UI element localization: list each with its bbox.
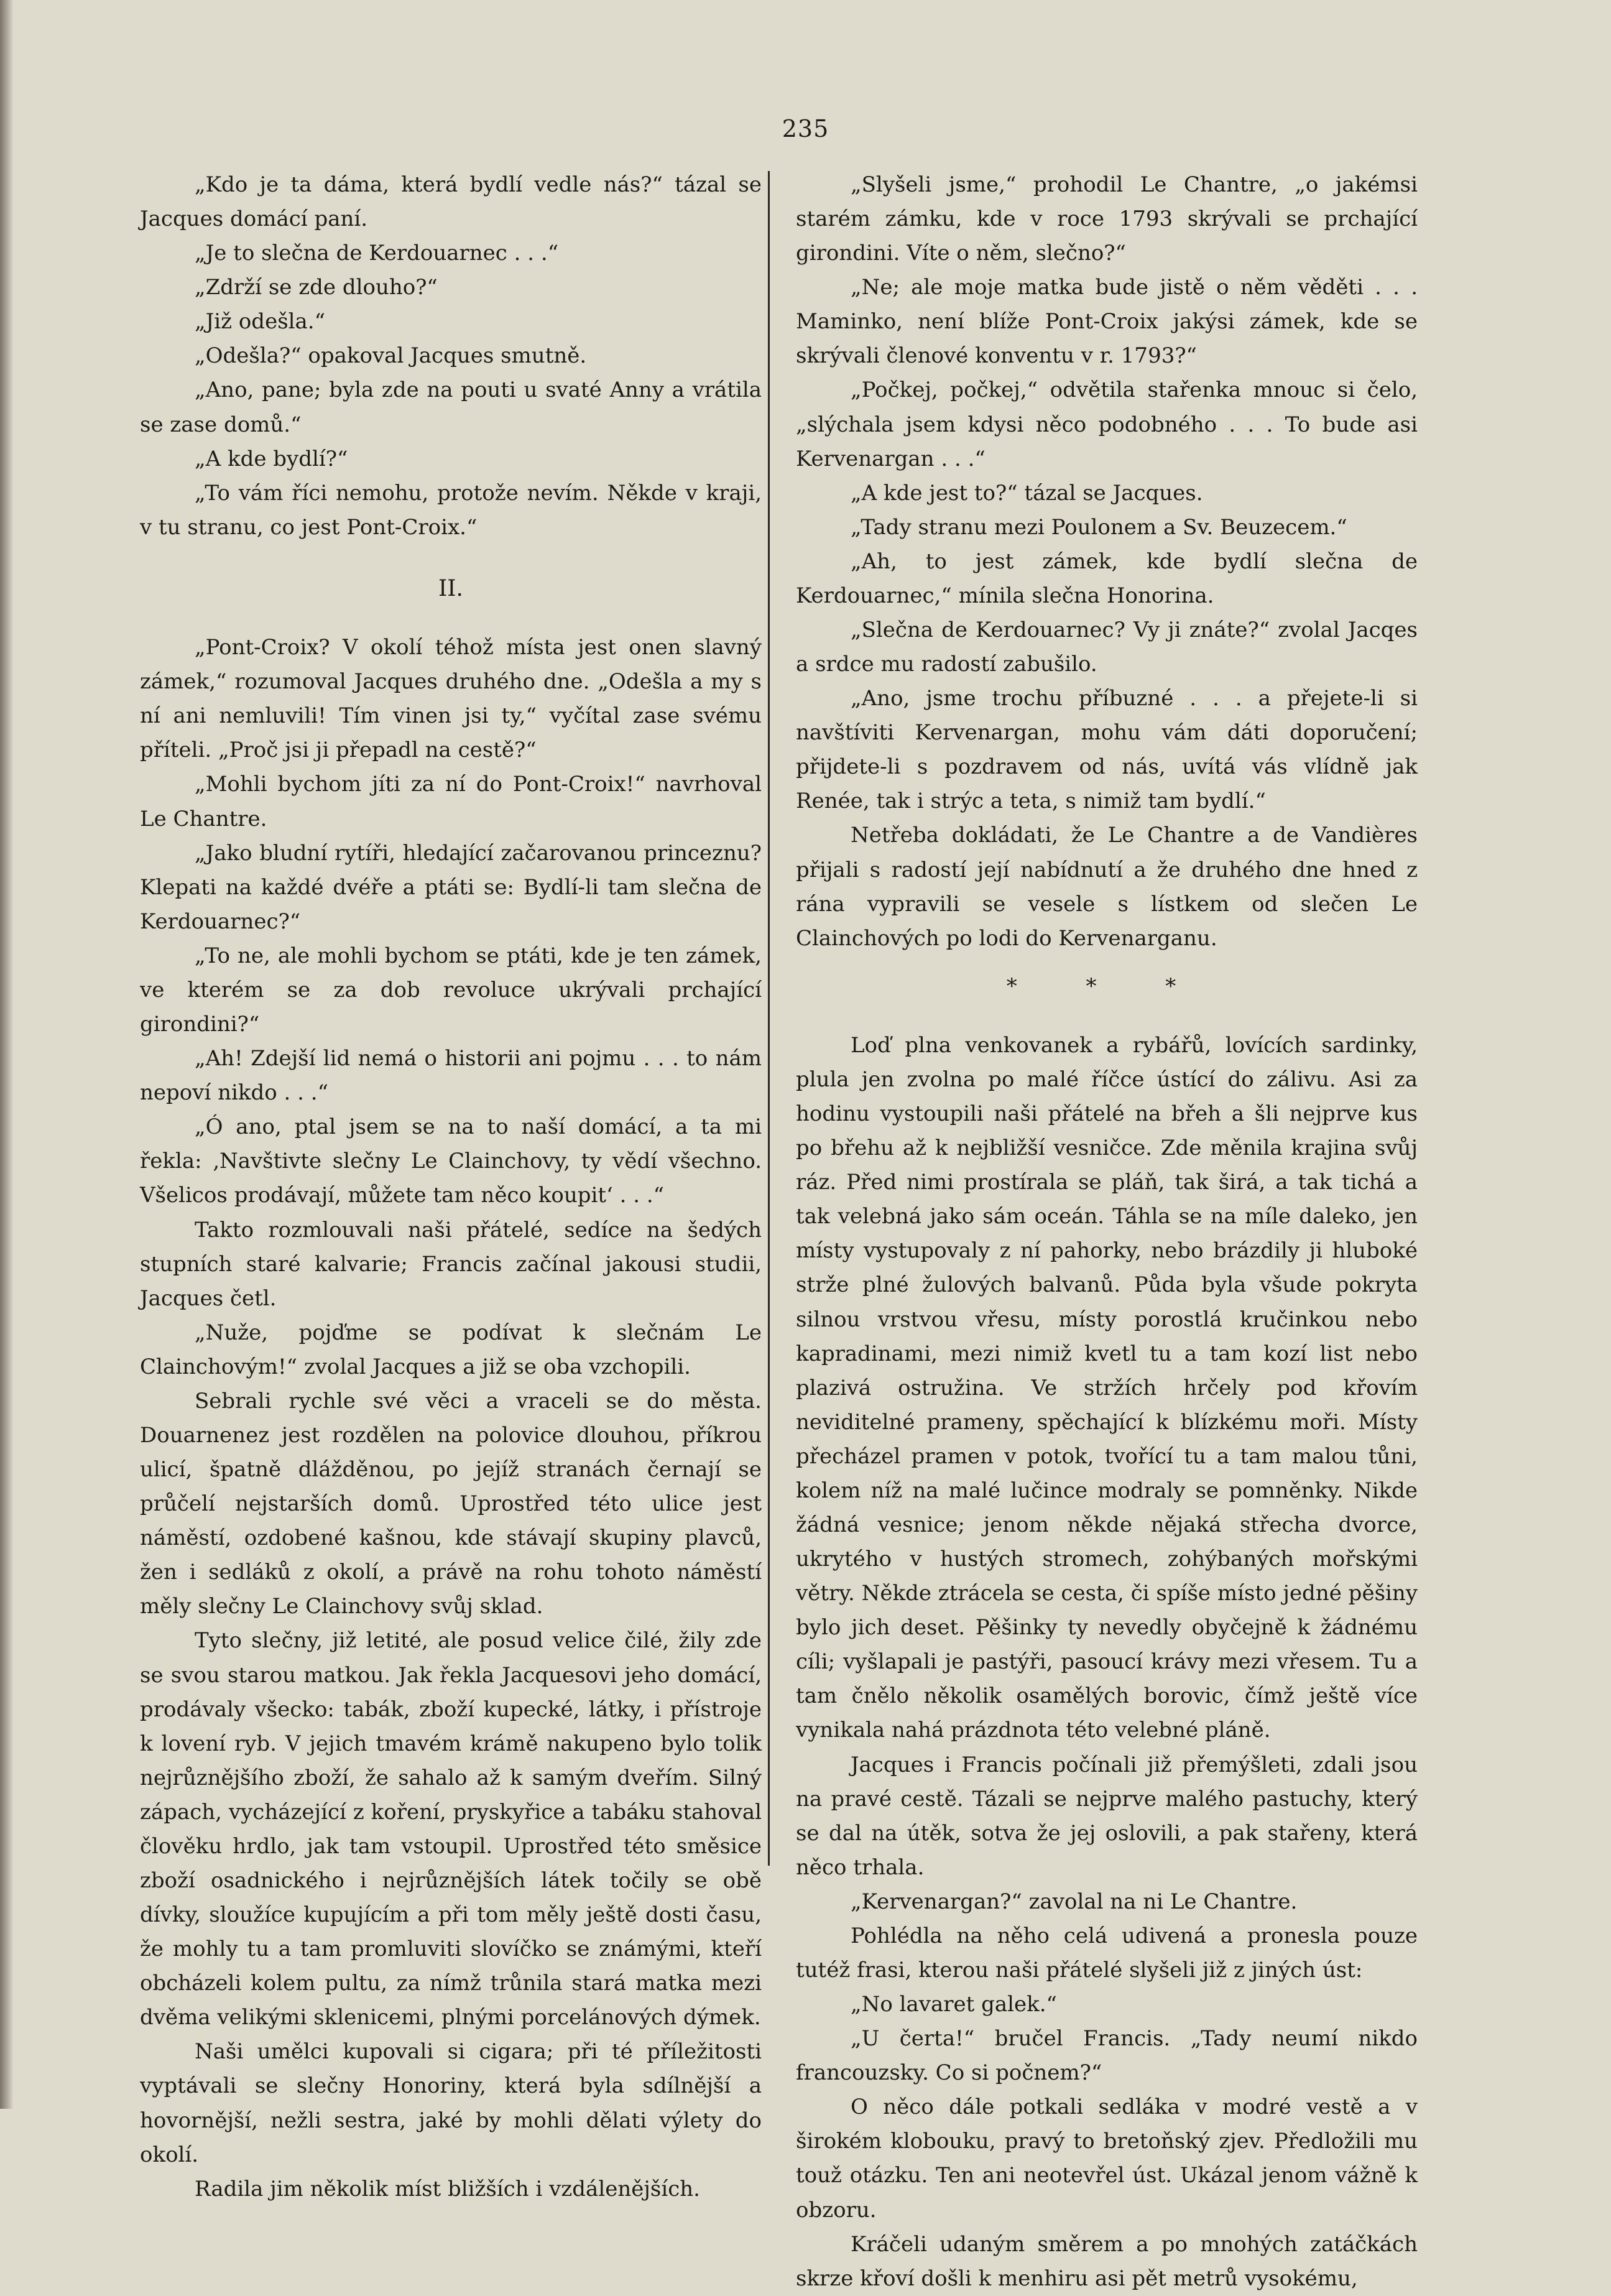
paragraph: Sebrali rychle své věci a vraceli se do města. Douarnenez jest rozdělen na polovice dlouhou, příkrou ulicí, špatně dlážděnou, po jejíž stranách černají se průčelí nejstarších domů. Uprostřed této ulice jest náměstí, ozdobené kašnou, kde stávají skupiny plavců, žen i sedláků z okolí, a právě na rohu tohoto náměstí měly slečny Le Clainchovy svůj sklad. <box>140 1388 762 1619</box>
paragraph: „To vám říci nemohu, protože nevím. Někde v kraji, v tu stranu, co jest Pont-Croix.“ <box>140 480 762 540</box>
left-paragraphs-before <box>140 168 762 545</box>
column-divider <box>768 171 770 1866</box>
paragraph: „Odešla?“ opakoval Jacques smutně. <box>195 343 587 369</box>
paragraph: Jacques i Francis počínali již přemýšleti, zdali jsou na pravé cestě. Tázali se nejprve malého pastuchy, který se dal na útěk, sotva že jej oslovili, a pak stařeny, která něco trhala. <box>796 1752 1418 1880</box>
paragraph: Naši umělci kupovali si cigara; při té příležitosti vyptávali se slečny Honoriny, která byla sdílnější a hovornější, nežli sestra, jaké by mohli dělati výlety do okolí. <box>140 2039 762 2167</box>
paragraph: „A kde jest to?“ tázal se Jacques. <box>851 480 1203 506</box>
paragraph: „Počkej, počkej,“ odvětila stařenka mnouc si čelo, „slýchala jsem kdysi něco podobného . . . To bude asi Kervenargan . . .“ <box>796 377 1418 471</box>
left-paragraphs-after <box>140 631 762 2206</box>
paragraph: „Ah! Zdejší lid nemá o historii ani pojmu . . . to nám nepoví nikdo . . .“ <box>140 1046 762 1106</box>
paragraph: „Jako bludní rytíři, hledající začarovanou princeznu? Klepati na každé dvéře a ptáti se: Bydlí-li tam slečna de Kerdouarnec?“ <box>140 840 762 934</box>
paragraph: O něco dále potkali sedláka v modré vestě a v širokém klobouku, pravý to bretoňský zjev. Předložili mu touž otázku. Ten ani neotevřel úst. Ukázal jenom vážně k obzoru. <box>796 2095 1418 2223</box>
paragraph: Tyto slečny, již letité, ale posud velice čilé, žily zde se svou starou matkou. Jak řekla Jacquesovi jeho domácí, prodávaly všecko: tabák, zboží kupecké, látky, i přístroje k lovení ryb. V jejich tmavém krámě nakupeno bylo tolik nejrůznějšího zboží, že sahalo až k samým dveřím. Silný zápach, vycházející z koření, pryskyřice a tabáku stahoval člověku hrdlo, jak tam vstoupil. Uprostřed této směsice zboží osadnického i nejrůznějších látek točily se obě dívky, sloužíce kupujícím a při tom měly ještě dosti času, že mohly tu a tam promluviti slovíčko se známými, kteří obcházeli kolem pultu, za nímž trůnila stará matka mezi dvěma velikými sklenicemi, plnými porcelánových dýmek. <box>140 1628 762 2030</box>
paragraph: „Ne; ale moje matka bude jistě o něm věděti . . . Maminko, není blíže Pont-Croix jakýsi zámek, kde se skrývali členové konventu v r. 1793?“ <box>796 275 1418 369</box>
paragraph: Loď plna venkovanek a rybářů, lovících sardinky, plula jen zvolna po malé říčce ústící do zálivu. Asi za hodinu vystoupili naši přátelé na břeh a šli nejprve kus po břehu až k nejbližší vesničce. Zde měnila krajina svůj ráz. Před nimi prostírala se pláň, tak širá, a tak tichá a tak velebná jako sám oceán. Táhla se na míle daleko, jen místy vystupovaly z ní pahorky, nebo brázdily ji hluboké strže plné žulových balvanů. Půda byla všude pokryta silnou vrstvou vřesu, místy porostlá kručinkou nebo kapradinami, mezi nimiž kvetl tu a tam kozí list nebo plazivá ostružina. Ve stržích hrčely pod křovím neviditelné prameny, spěchající k blízkému moři. Místy přecházel pramen v potok, tvořící tu a tam malou tůni, kolem níž na malé lučince modraly se pomněnky. Nikde žádná vesnice; jenom někde nějaká střecha dvorce, ukrytého v hustých stromech, zohýbaných mořskými větry. Někde ztrácela se cesta, či spíše místo jedné pěšiny bylo jich deset. Pěšinky ty nevedly obyčejně k žádnému cíli; vyšlapali je pastýři, pasoucí krávy mezi vřesem. Tu a tam čnělo několik osamělých borovic, čímž ještě více vynikala nahá prázdnota této velebné pláně. <box>796 1032 1418 1743</box>
right-paragraphs-after <box>796 1029 1418 2296</box>
paragraph: „Již odešla.“ <box>195 309 325 335</box>
paragraph: „Ó ano, ptal jsem se na to naší domácí, a ta mi řekla: ‚Navštivte slečny Le Clainchovy, ty vědí všechno. Všelicos prodávají, můžete tam něco koupit‘ . . .“ <box>140 1114 762 1208</box>
paragraph: „Zdrží se zde dlouho?“ <box>195 275 438 300</box>
paragraph: „Mohli bychom jíti za ní do Pont-Croix!“ navrhoval Le Chantre. <box>140 772 762 831</box>
paragraph: „Kdo je ta dáma, která bydlí vedle nás?“ tázal se Jacques domácí paní. <box>140 172 762 232</box>
left-column <box>140 168 762 2206</box>
paragraph: Takto rozmlouvali naši přátelé, sedíce na šedých stupních staré kalvarie; Francis začínal jakousi studii, Jacques četl. <box>140 1217 762 1311</box>
paragraph: „Pont-Croix? V okolí téhož místa jest onen slavný zámek,“ rozumoval Jacques druhého dne. „Odešla a my s ní ani nemluvili! Tím vinen jsi ty,“ vyčítal zase svému příteli. „Proč jsi ji přepadl na cestě?“ <box>140 635 762 763</box>
paragraph: „Ah, to jest zámek, kde bydlí slečna de Kerdouarnec,“ mínila slečna Honorina. <box>796 549 1418 608</box>
section-heading: II. <box>438 575 463 601</box>
paragraph: Pohlédla na něho celá udivená a pronesla pouze tutéž frasi, kterou naši přátelé slyšeli již z jiných úst: <box>796 1923 1418 1983</box>
paragraph: „Tady stranu mezi Poulonem a Sv. Beuzecem.“ <box>851 514 1347 540</box>
paragraph: „To ne, ale mohli bychom se ptáti, kde je ten zámek, ve kterém se za dob revoluce ukrývali prchající girondini?“ <box>140 943 762 1037</box>
page-number: 235 <box>782 115 829 142</box>
paragraph: „U čerta!“ bručel Francis. „Tady neumí nikdo francouzsky. Co si počnem?“ <box>796 2026 1418 2086</box>
paragraph: „A kde bydlí?“ <box>195 446 348 471</box>
paragraph: Netřeba dokládati, že Le Chantre a de Vandières přijali s radostí její nabídnutí a že druhého dne hned z rána vypravili se vesele s lístkem od slečen Le Clainchových po lodi do Kervenarganu. <box>796 823 1418 951</box>
right-column <box>796 168 1418 2296</box>
paragraph: Kráčeli udaným směrem a po mnohých zatáčkách skrze křoví došli k menhiru asi pět metrů vysokému, <box>796 2231 1418 2291</box>
paragraph: „Kervenargan?“ zavolal na ni Le Chantre. <box>851 1889 1298 1914</box>
paragraph: „Ano, pane; byla zde na pouti u svaté Anny a vrátila se zase domů.“ <box>140 377 762 437</box>
paragraph: „Nuže, pojďme se podívat k slečnám Le Clainchovým!“ zvolal Jacques a již se oba vzchopili. <box>140 1320 762 1379</box>
paragraph: „Slyšeli jsme,“ prohodil Le Chantre, „o jakémsi starém zámku, kde v roce 1793 skrývali se prchající girondini. Víte o něm, slečno?“ <box>796 172 1418 266</box>
paragraph: „Slečna de Kerdouarnec? Vy ji znáte?“ zvolal Jacqes a srdce mu radostí zabušilo. <box>796 618 1418 677</box>
paragraph: „Je to slečna de Kerdouarnec . . .“ <box>195 241 559 266</box>
paragraph: „Ano, jsme trochu příbuzné . . . a přejete-li si navštíviti Kervenargan, mohu vám dáti doporučení; přijdete-li s pozdravem od nás, uvítá vás vlídně jak Renée, tak i strýc a teta, s nimiž tam bydlí.“ <box>796 686 1418 814</box>
paragraph: „No lavaret galek.“ <box>851 1992 1057 2017</box>
paragraph: Radila jim několik míst bližších i vzdálenějších. <box>195 2176 700 2201</box>
book-binding-edge <box>0 0 14 2109</box>
section-separator: * * * <box>1006 973 1207 999</box>
right-paragraphs-before <box>796 168 1418 956</box>
